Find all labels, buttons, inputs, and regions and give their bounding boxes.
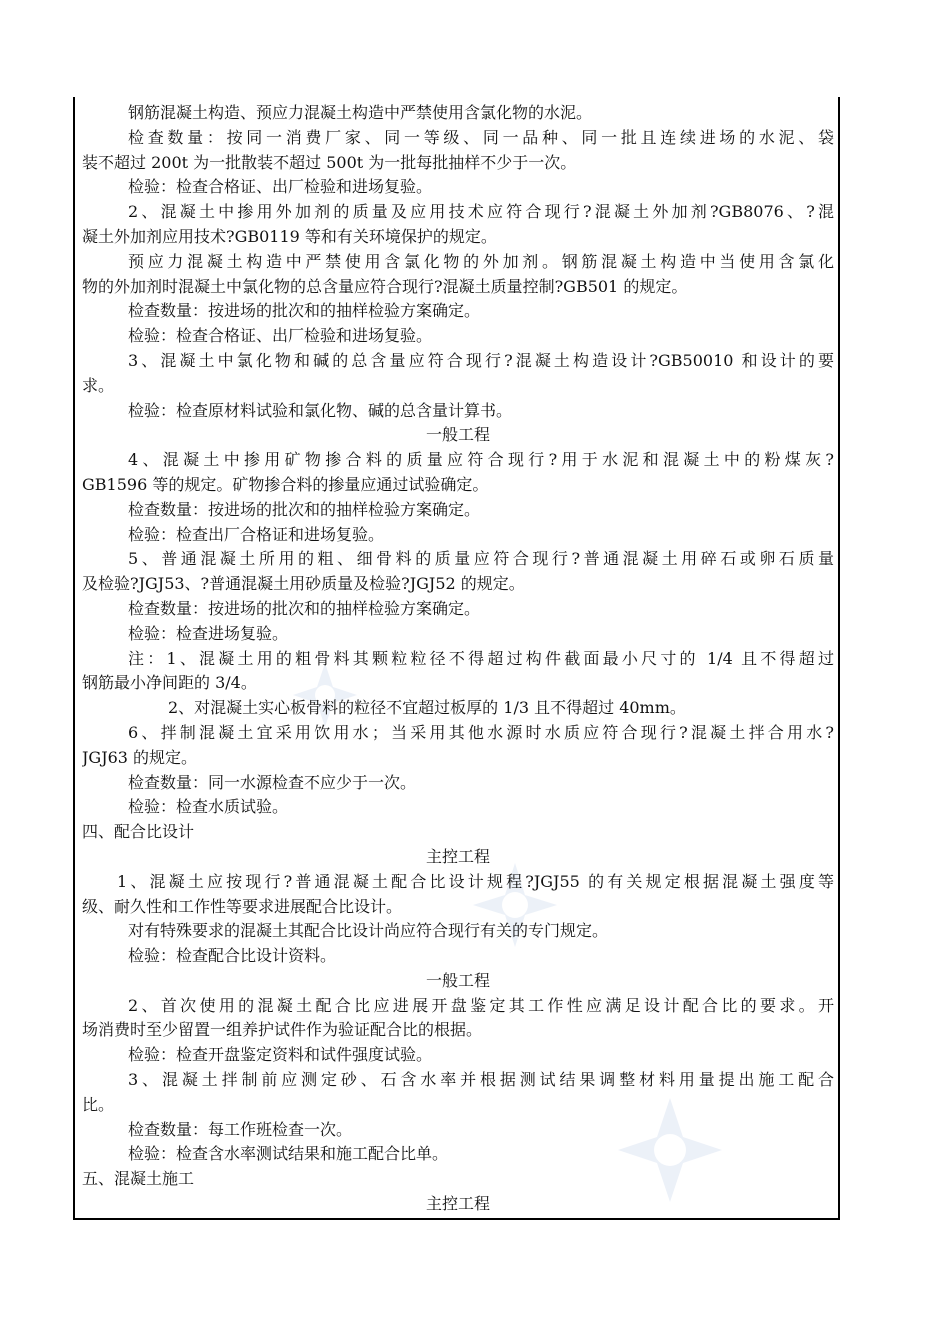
text-line: 凝土外加剂应用技术?GB0119 等和有关环境保护的规定。 [82, 226, 497, 246]
text-line: 6、拌制混凝土宜采用饮用水；当采用其他水源时水质应符合现行?混凝土拌合用水? [128, 722, 834, 742]
text-line: 四、配合比设计 [82, 822, 195, 842]
text-line: 检验：检查出厂合格证和进场复验。 [128, 524, 385, 544]
text-line: 2、首次使用的混凝土配合比应进展开盘鉴定其工作性应满足设计配合比的要求。开 [128, 995, 834, 1015]
text-line: 检查数量：每工作班检查一次。 [128, 1119, 353, 1139]
text-line: GB1596 等的规定。矿物掺合料的掺量应通过试验确定。 [82, 474, 489, 494]
text-line: 检查数量：同一水源检查不应少于一次。 [128, 772, 417, 792]
text-line: 预应力混凝土构造中严禁使用含氯化物的外加剂。钢筋混凝土构造中当使用含氯化 [128, 251, 834, 271]
text-line: 4、混凝土中掺用矿物掺合料的质量应符合现行?用于水泥和混凝土中的粉煤灰? [128, 450, 834, 470]
text-line: 检验：检查配合比设计资料。 [128, 946, 337, 966]
text-line: 检验：检查合格证、出厂检验和进场复验。 [128, 177, 433, 197]
text-line: 检验：检查原材料试验和氯化物、碱的总含量计算书。 [128, 400, 513, 420]
text-line: 主控工程 [425, 1194, 490, 1214]
text-line: 5、普通混凝土所用的粗、细骨料的质量应符合现行?普通混凝土用碎石或卵石质量 [128, 549, 834, 569]
text-line: 检查数量：按进场的批次和的抽样检验方案确定。 [128, 598, 481, 618]
text-line: 2、对混凝土实心板骨料的粒径不宜超过板厚的 1/3 且不得超过 40mm。 [168, 698, 686, 718]
text-line: 钢筋混凝土构造、预应力混凝土构造中严禁使用含氯化物的水泥。 [128, 103, 593, 122]
text-line: 及检验?JGJ53、?普通混凝土用砂质量及检验?JGJ52 的规定。 [82, 574, 525, 594]
text-line: 3、混凝土拌制前应测定砂、石含水率并根据测试结果调整材料用量提出施工配合 [128, 1070, 834, 1090]
text-line: 检验：检查合格证、出厂检验和进场复验。 [128, 326, 433, 346]
text-line: 检验：检查水质试验。 [128, 797, 289, 817]
text-line: 检查数量：按进场的批次和的抽样检验方案确定。 [128, 499, 481, 519]
text-line: 比。 [82, 1094, 115, 1114]
text-line: 求。 [82, 375, 115, 395]
text-line: 场消费时至少留置一组养护试件作为验证配合比的根据。 [82, 1020, 483, 1040]
text-line: 1、混凝土应按现行?普通混凝土配合比设计规程?JGJ55 的有关规定根据混凝土强度等 [117, 871, 834, 891]
text-line: 3、混凝土中氯化物和碱的总含量应符合现行?混凝土构造设计?GB50010 和设计的要 [128, 350, 834, 370]
text-line: 五、混凝土施工 [82, 1169, 195, 1189]
text-line: 物的外加剂时混凝土中氯化物的总含量应符合现行?混凝土质量控制?GB501 的规定。 [82, 276, 688, 296]
text-line: 2、混凝土中掺用外加剂的质量及应用技术应符合现行?混凝土外加剂?GB8076、?混 [128, 202, 834, 222]
text-line: 对有特殊要求的混凝土其配合比设计尚应符合现行有关的专门规定。 [128, 921, 609, 941]
text-line: 检查数量：按同一消费厂家、同一等级、同一品种、同一批且连续进场的水泥、袋 [128, 127, 834, 147]
text-line: 注：1、混凝土用的粗骨料其颗粒粒径不得超过构件截面最小尺寸的 1/4 且不得超过 [128, 648, 834, 668]
text-line: JGJ63 的规定。 [82, 747, 198, 767]
text-line: 一般工程 [425, 425, 490, 445]
document-body [82, 101, 834, 1217]
text-line: 检验：检查含水率测试结果和施工配合比单。 [128, 1144, 449, 1164]
text-line: 装不超过 200t 为一批散装不超过 500t 为一批每批抽样不少于一次。 [82, 152, 577, 172]
text-line: 级、耐久性和工作性等要求进展配合比设计。 [82, 896, 403, 916]
text-line: 检验：检查开盘鉴定资料和试件强度试验。 [128, 1045, 433, 1065]
text-line: 一般工程 [425, 970, 490, 990]
text-line: 检验：检查进场复验。 [128, 623, 289, 643]
text-line: 检查数量：按进场的批次和的抽样检验方案确定。 [128, 301, 481, 321]
text-line: 主控工程 [425, 846, 490, 866]
text-line: 钢筋最小净间距的 3/4。 [82, 673, 257, 693]
